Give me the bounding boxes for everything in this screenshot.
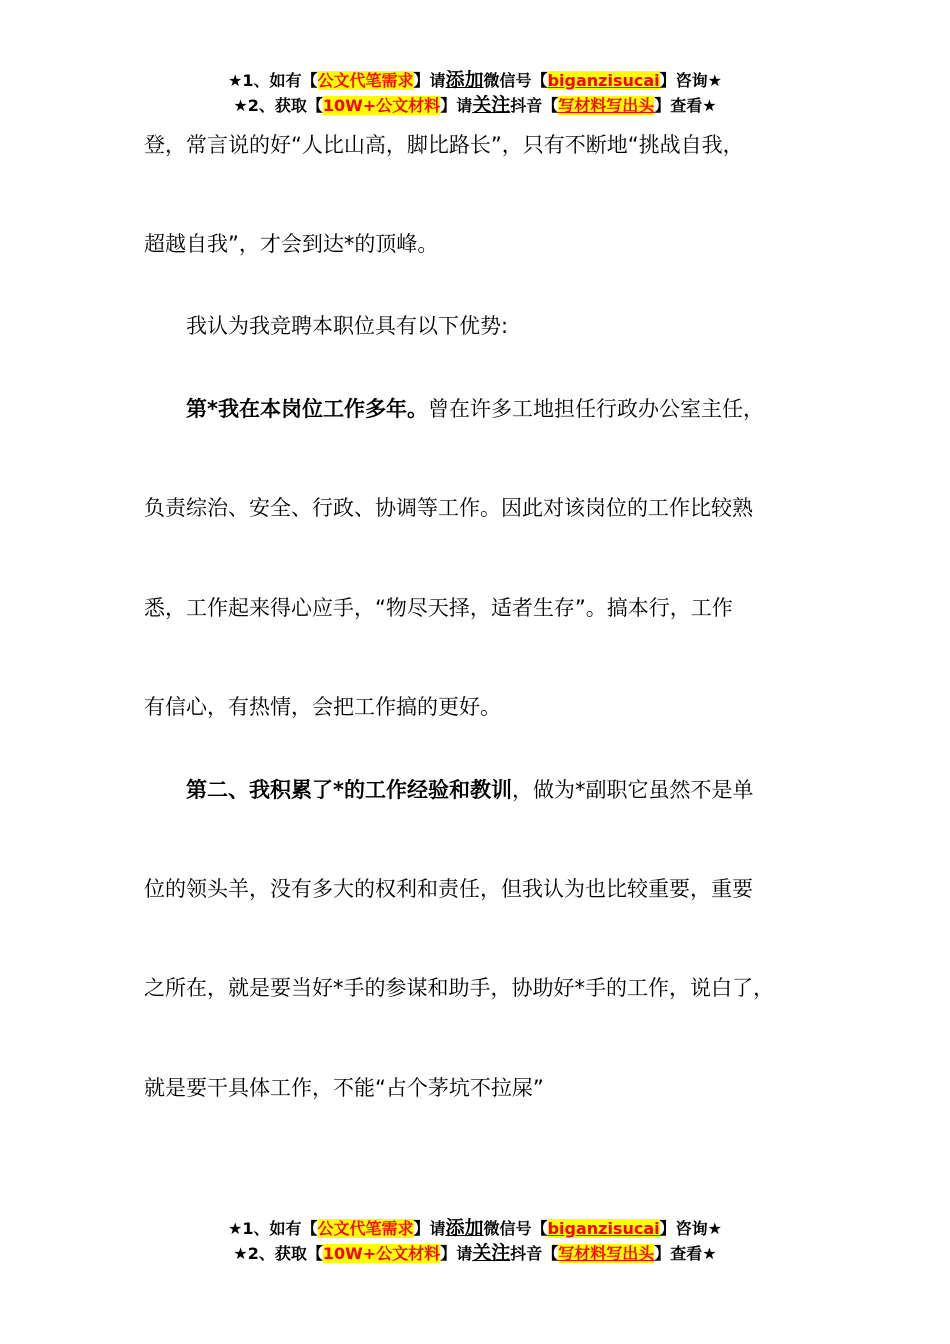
banner-text: 】请	[413, 71, 446, 90]
banner-emphasis: 关注	[472, 94, 511, 116]
highlight-materials: 10W+公文材料	[322, 1244, 441, 1263]
body-text: 曾在许多工地担任行政办公室主任，	[427, 397, 764, 421]
banner-line-2	[0, 1241, 950, 1266]
banner-line-1	[0, 1216, 950, 1241]
body-line: 悉，工作起来得心应手，“物尽天择，适者生存”。搞本行，工作	[144, 596, 733, 620]
body-line: 负责综治、安全、行政、协调等工作。因此对该岗位的工作比较熟	[144, 496, 753, 520]
body-line: 超越自我”，才会到达*的顶峰。	[144, 232, 439, 256]
highlight-service: 公文代笔需求	[317, 1219, 414, 1238]
highlight-service: 公文代笔需求	[317, 71, 414, 90]
highlight-materials: 10W+公文材料	[322, 96, 441, 115]
wechat-id: biganzisucai	[547, 1219, 660, 1238]
banner-text: 抖音【	[510, 1244, 559, 1263]
douyin-account: 写材料写出头	[558, 96, 655, 115]
banner-text: ★2、获取【	[233, 96, 323, 115]
body-line: 之所在，就是要当好*手的参谋和助手，协助好*手的工作，说白了，	[144, 976, 774, 1000]
banner-text: 】查看★	[654, 1244, 717, 1263]
banner-line-1	[0, 68, 950, 93]
banner-emphasis: 添加	[445, 1217, 484, 1239]
body-text: ，做为*副职它虽然不是单	[511, 778, 754, 802]
body-line	[186, 394, 764, 424]
banner-text: 抖音【	[510, 96, 559, 115]
banner-text: 】咨询★	[659, 1219, 722, 1238]
body-line	[186, 775, 753, 805]
douyin-account: 写材料写出头	[558, 1244, 655, 1263]
body-line: 我认为我竞聘本职位具有以下优势:	[186, 314, 509, 338]
footer-banner	[0, 1216, 950, 1266]
banner-text: 微信号【	[483, 1219, 548, 1238]
banner-emphasis: 关注	[472, 1242, 511, 1264]
banner-text: 】咨询★	[659, 71, 722, 90]
header-banner	[0, 68, 950, 118]
banner-text: ★1、如有【	[228, 71, 318, 90]
banner-text: 微信号【	[483, 71, 548, 90]
body-line: 登，常言说的好“人比山高，脚比路长”，只有不断地“挑战自我，	[144, 133, 744, 157]
advantage-heading-2: 第二、我积累了*的工作经验和教训	[186, 778, 512, 802]
banner-text: 】请	[440, 96, 473, 115]
banner-text: ★1、如有【	[228, 1219, 318, 1238]
banner-text: 】查看★	[654, 96, 717, 115]
advantage-heading-1: 第*我在本岗位工作多年。	[186, 397, 428, 421]
banner-text: 】请	[413, 1219, 446, 1238]
banner-line-2	[0, 93, 950, 118]
banner-text: 】请	[440, 1244, 473, 1263]
body-line: 有信心，有热情，会把工作搞的更好。	[144, 695, 501, 719]
body-line: 就是要干具体工作，不能“占个茅坑不拉屎”	[144, 1076, 544, 1100]
body-line: 位的领头羊，没有多大的权利和责任，但我认为也比较重要，重要	[144, 877, 753, 901]
banner-emphasis: 添加	[445, 69, 484, 91]
banner-text: ★2、获取【	[233, 1244, 323, 1263]
wechat-id: biganzisucai	[547, 71, 660, 90]
